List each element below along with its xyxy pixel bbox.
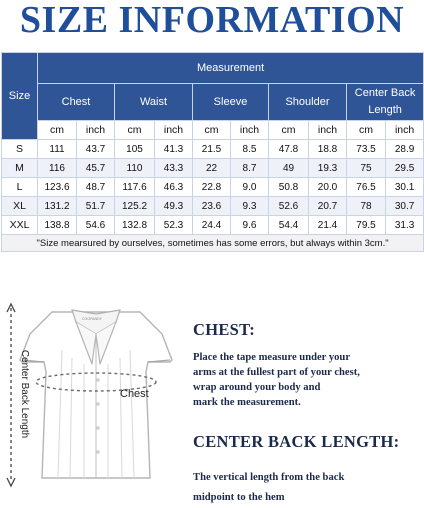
size-cell: M <box>2 159 38 178</box>
group-header-center-back-length: Center Back Length <box>347 84 424 121</box>
value-cell: 23.6 <box>193 197 231 216</box>
value-cell: 52.3 <box>155 216 193 235</box>
value-cell: 28.9 <box>386 140 424 159</box>
value-cell: 22.8 <box>193 178 231 197</box>
value-cell: 18.8 <box>309 140 347 159</box>
unit-header: cm <box>193 121 231 140</box>
value-cell: 49 <box>269 159 309 178</box>
shirt-illustration <box>0 300 190 500</box>
value-cell: 45.7 <box>77 159 115 178</box>
unit-header: cm <box>347 121 386 140</box>
size-cell: XXL <box>2 216 38 235</box>
value-cell: 116 <box>38 159 77 178</box>
chest-text-line-2: arms at the fullest part of your chest, <box>193 367 360 378</box>
size-table <box>1 52 424 252</box>
value-cell: 21.4 <box>309 216 347 235</box>
value-cell: 19.3 <box>309 159 347 178</box>
value-cell: 9.3 <box>231 197 269 216</box>
size-cell: S <box>2 140 38 159</box>
value-cell: 22 <box>193 159 231 178</box>
measurement-instructions <box>193 294 424 508</box>
unit-header: cm <box>115 121 155 140</box>
back-text-line-1: The vertical length from the back <box>193 472 345 483</box>
value-cell: 111 <box>38 140 77 159</box>
unit-header: cm <box>269 121 309 140</box>
table-row <box>2 140 424 159</box>
table-row <box>2 159 424 178</box>
size-note: "Size mearsured by ourselves, sometimes has some errors, but always within 3cm." <box>2 235 424 252</box>
value-cell: 43.7 <box>77 140 115 159</box>
group-header-waist: Waist <box>115 84 193 121</box>
value-cell: 78 <box>347 197 386 216</box>
value-cell: 48.7 <box>77 178 115 197</box>
unit-header: inch <box>309 121 347 140</box>
chest-label: Chest <box>120 388 149 400</box>
value-cell: 138.8 <box>38 216 77 235</box>
back-text-line-2: midpoint to the hem <box>193 492 285 503</box>
value-cell: 41.3 <box>155 140 193 159</box>
value-cell: 21.5 <box>193 140 231 159</box>
center-back-length-heading: CENTER BACK LENGTH: <box>193 432 400 451</box>
unit-header: inch <box>77 121 115 140</box>
value-cell: 30.7 <box>386 197 424 216</box>
value-cell: 51.7 <box>77 197 115 216</box>
value-cell: 73.5 <box>347 140 386 159</box>
page-title: SIZE INFORMATION <box>19 0 405 41</box>
value-cell: 43.3 <box>155 159 193 178</box>
value-cell: 79.5 <box>347 216 386 235</box>
table-row <box>2 197 424 216</box>
value-cell: 50.8 <box>269 178 309 197</box>
table-row <box>2 178 424 197</box>
group-header-sleeve: Sleeve <box>193 84 269 121</box>
value-cell: 8.7 <box>231 159 269 178</box>
value-cell: 24.4 <box>193 216 231 235</box>
value-cell: 110 <box>115 159 155 178</box>
shirt-diagram <box>0 300 190 500</box>
chest-text-line-3: wrap around your body and <box>193 382 321 393</box>
value-cell: 54.6 <box>77 216 115 235</box>
value-cell: 20.0 <box>309 178 347 197</box>
value-cell: 49.3 <box>155 197 193 216</box>
value-cell: 8.5 <box>231 140 269 159</box>
brand-logo: COOFANDY <box>81 317 103 321</box>
value-cell: 132.8 <box>115 216 155 235</box>
value-cell: 9.0 <box>231 178 269 197</box>
value-cell: 123.6 <box>38 178 77 197</box>
back-length-label: Center Back Length <box>19 349 30 439</box>
size-cell: L <box>2 178 38 197</box>
value-cell: 29.5 <box>386 159 424 178</box>
value-cell: 117.6 <box>115 178 155 197</box>
unit-header: inch <box>155 121 193 140</box>
value-cell: 131.2 <box>38 197 77 216</box>
value-cell: 54.4 <box>269 216 309 235</box>
value-cell: 30.1 <box>386 178 424 197</box>
group-header-chest: Chest <box>38 84 115 121</box>
size-cell: XL <box>2 197 38 216</box>
group-header-shoulder: Shoulder <box>269 84 347 121</box>
value-cell: 125.2 <box>115 197 155 216</box>
unit-header: cm <box>38 121 77 140</box>
value-cell: 105 <box>115 140 155 159</box>
value-cell: 46.3 <box>155 178 193 197</box>
value-cell: 9.6 <box>231 216 269 235</box>
chest-text-line-1: Place the tape measure under your <box>193 352 351 363</box>
chest-text-line-4: mark the measurement. <box>193 397 301 408</box>
value-cell: 52.6 <box>269 197 309 216</box>
value-cell: 47.8 <box>269 140 309 159</box>
unit-header: inch <box>231 121 269 140</box>
value-cell: 20.7 <box>309 197 347 216</box>
size-header: Size <box>2 53 38 140</box>
table-row <box>2 216 424 235</box>
value-cell: 31.3 <box>386 216 424 235</box>
value-cell: 76.5 <box>347 178 386 197</box>
value-cell: 75 <box>347 159 386 178</box>
chest-heading: CHEST: <box>193 320 256 339</box>
unit-header: inch <box>386 121 424 140</box>
measurement-header: Measurement <box>38 53 424 84</box>
